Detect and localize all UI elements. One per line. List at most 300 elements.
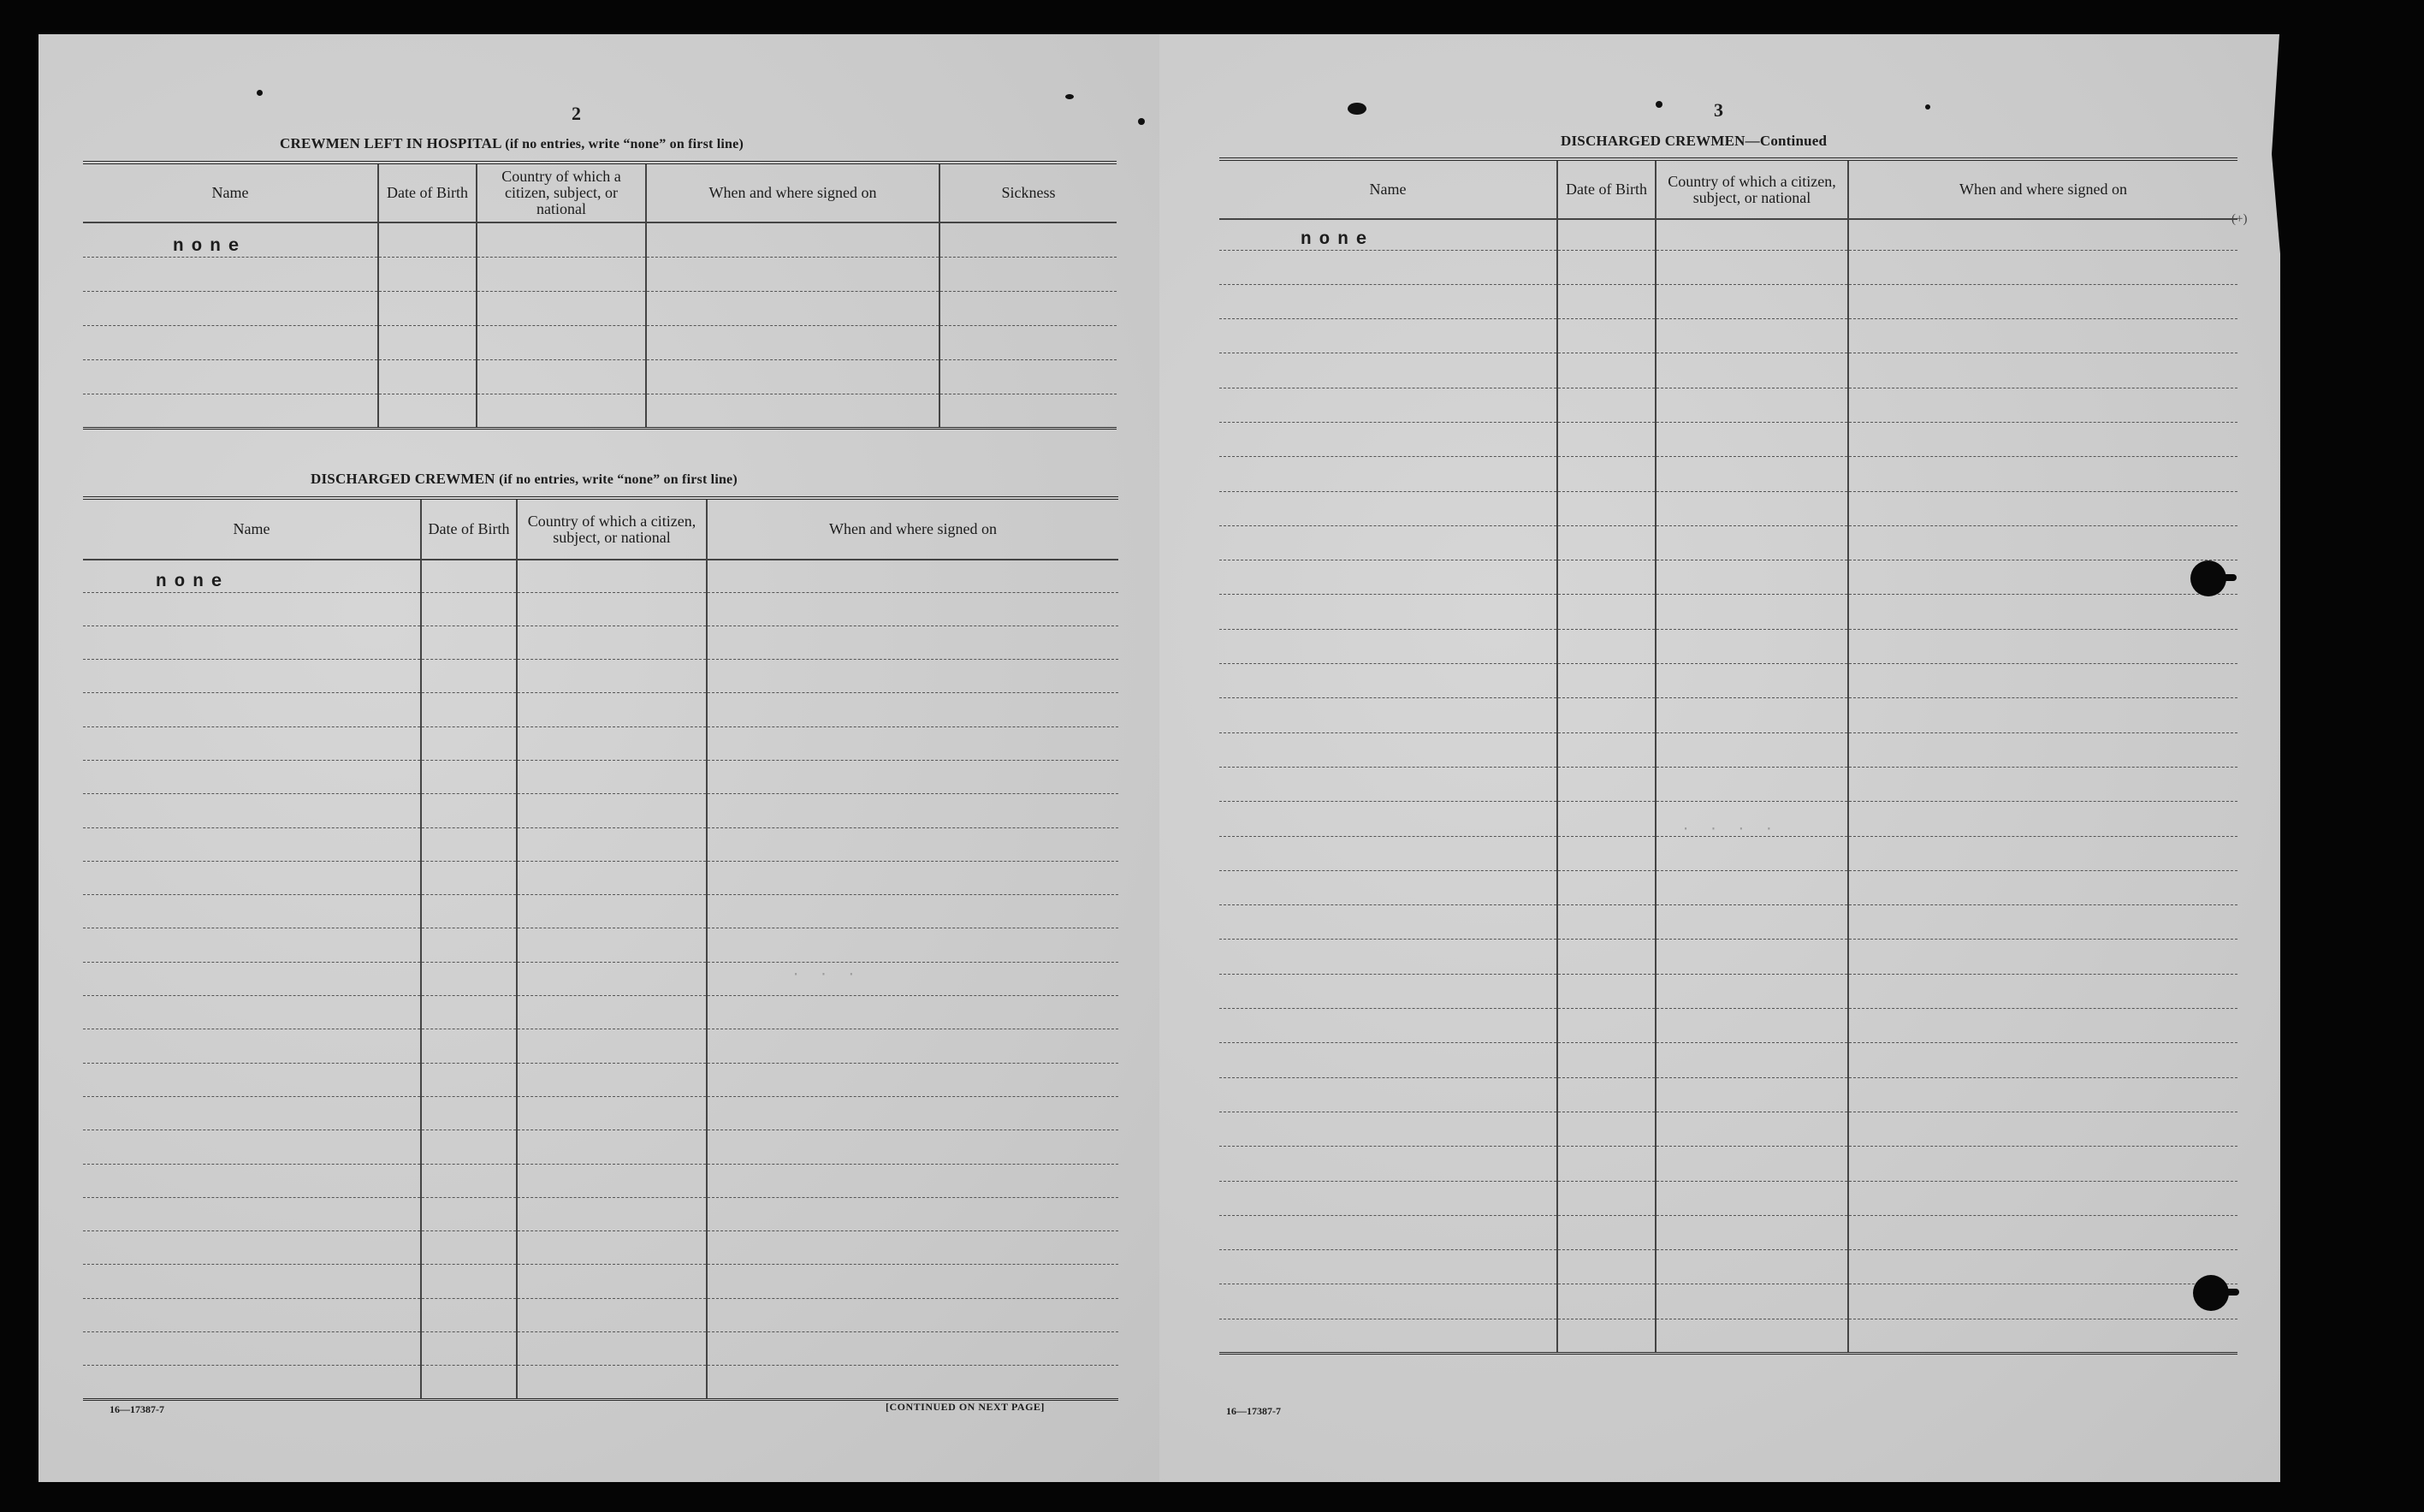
table-cell — [1557, 422, 1656, 456]
column-header-country: Country of which a citizen, subject, or national — [477, 163, 646, 222]
table-cell — [477, 222, 646, 257]
table-cell — [646, 394, 939, 428]
table-cell — [83, 726, 421, 760]
table-cell — [1557, 698, 1656, 732]
table-cell — [1557, 595, 1656, 629]
table-row — [1219, 319, 2237, 353]
table-cell — [1656, 1077, 1848, 1112]
table-cell — [1557, 525, 1656, 560]
table-row — [1219, 525, 2237, 560]
table-cell — [1848, 1077, 2237, 1112]
table-cell — [1219, 1147, 1557, 1181]
table-cell — [477, 359, 646, 394]
table-cell — [939, 394, 1117, 428]
table-cell — [1219, 836, 1557, 870]
table-cell — [477, 325, 646, 359]
table-cell — [1656, 1284, 1848, 1319]
table-header-row — [83, 498, 1118, 560]
table-cell — [1656, 219, 1848, 250]
table-row — [83, 895, 1118, 928]
column-header-country: Country of which a citizen, subject, or national — [1656, 159, 1848, 219]
table-cell — [517, 996, 707, 1029]
ink-speck — [1656, 101, 1662, 108]
table-row — [83, 928, 1118, 962]
table-cell — [1848, 836, 2237, 870]
table-cell — [83, 996, 421, 1029]
table-cell — [1848, 870, 2237, 904]
table-cell — [939, 257, 1117, 291]
table-cell — [1219, 595, 1557, 629]
form-number: 16—17387-7 — [110, 1403, 164, 1415]
table-row — [83, 1366, 1118, 1399]
table-cell — [421, 1332, 517, 1366]
table-row — [83, 359, 1117, 394]
column-header-sickness: Sickness — [939, 163, 1117, 222]
column-header-name: Name — [83, 498, 421, 560]
table-cell — [83, 1197, 421, 1230]
table-cell — [1848, 974, 2237, 1008]
table-cell — [1848, 422, 2237, 456]
table-cell — [1848, 905, 2237, 940]
table-cell — [1557, 732, 1656, 767]
table-cell — [1848, 1112, 2237, 1146]
table-cell — [1656, 250, 1848, 284]
table-cell — [1219, 1009, 1557, 1043]
table-cell — [1219, 1319, 1557, 1353]
table-row — [1219, 940, 2237, 974]
table-cell — [421, 928, 517, 962]
table-cell — [1557, 629, 1656, 663]
table-cell — [378, 325, 477, 359]
table-row — [83, 1265, 1118, 1298]
table-row — [1219, 1181, 2237, 1215]
table-cell — [939, 325, 1117, 359]
table-row — [83, 325, 1117, 359]
table-cell — [707, 1265, 1118, 1298]
table-cell — [83, 827, 421, 861]
table-cell — [707, 928, 1118, 962]
column-header-date-of-birth: Date of Birth — [378, 163, 477, 222]
table-cell — [1219, 1215, 1557, 1249]
column-header-signed-on: When and where signed on — [1848, 159, 2237, 219]
table-cell — [1848, 802, 2237, 836]
table-row — [83, 394, 1117, 428]
table-cell — [646, 257, 939, 291]
table-cell — [421, 1298, 517, 1331]
table-cell — [421, 560, 517, 592]
table-cell — [1219, 457, 1557, 491]
column-header-date-of-birth: Date of Birth — [421, 498, 517, 560]
table-cell — [421, 1130, 517, 1164]
table-cell — [421, 1197, 517, 1230]
table-row — [1219, 1077, 2237, 1112]
table-row — [83, 1164, 1118, 1197]
table-cell — [477, 291, 646, 325]
table-cell — [83, 592, 421, 626]
ink-speck — [1925, 104, 1930, 110]
table-row — [83, 726, 1118, 760]
table-cell — [1848, 1181, 2237, 1215]
table-cell — [1656, 525, 1848, 560]
table-cell — [421, 1265, 517, 1298]
table-row — [83, 257, 1117, 291]
table-cell — [1848, 250, 2237, 284]
table-cell — [1656, 422, 1848, 456]
table-cell — [1557, 1250, 1656, 1284]
table-cell — [1656, 940, 1848, 974]
table-cell — [1848, 1009, 2237, 1043]
table-cell — [707, 1298, 1118, 1331]
table-row — [1219, 974, 2237, 1008]
table-cell — [517, 1366, 707, 1399]
table-cell — [517, 1164, 707, 1197]
table-cell — [83, 257, 378, 291]
table-cell — [421, 760, 517, 793]
table-cell — [1557, 974, 1656, 1008]
table-cell — [1848, 560, 2237, 595]
table-cell — [707, 1231, 1118, 1265]
table-cell — [1656, 1181, 1848, 1215]
bleed-through-text: · · · · — [1681, 821, 1779, 838]
table-row — [1219, 1009, 2237, 1043]
table-cell — [421, 626, 517, 659]
table-cell — [1219, 1112, 1557, 1146]
table-row — [83, 560, 1118, 592]
table-cell — [1848, 284, 2237, 318]
table-cell — [1557, 388, 1656, 422]
table-cell — [707, 996, 1118, 1029]
section-note: (if no entries, write “none” on first line) — [499, 472, 738, 487]
table-cell — [707, 1366, 1118, 1399]
table-cell — [1219, 560, 1557, 595]
table-cell — [1219, 767, 1557, 801]
table-cell — [707, 895, 1118, 928]
table-cell — [83, 794, 421, 827]
table-cell — [1848, 940, 2237, 974]
table-cell — [1219, 319, 1557, 353]
table-cell — [1557, 767, 1656, 801]
discharged-continued-table — [1219, 157, 2237, 1355]
table-cell — [707, 760, 1118, 793]
table-cell — [83, 1029, 421, 1063]
table-cell — [421, 693, 517, 726]
table-cell — [83, 1366, 421, 1399]
table-cell — [1557, 319, 1656, 353]
table-cell — [1219, 974, 1557, 1008]
table-cell — [1219, 732, 1557, 767]
table-cell — [1848, 732, 2237, 767]
table-cell — [517, 726, 707, 760]
column-header-signed-on: When and where signed on — [707, 498, 1118, 560]
table-cell — [421, 1366, 517, 1399]
table-row — [83, 291, 1117, 325]
column-header-name: Name — [83, 163, 378, 222]
table-cell — [1656, 905, 1848, 940]
table-cell — [1848, 1215, 2237, 1249]
table-cell — [421, 726, 517, 760]
table-cell — [1557, 250, 1656, 284]
table-row — [83, 1029, 1118, 1063]
table-cell — [421, 827, 517, 861]
table-cell — [83, 1265, 421, 1298]
table-cell — [939, 291, 1117, 325]
table-cell — [517, 1332, 707, 1366]
table-cell — [1848, 1147, 2237, 1181]
table-cell — [1557, 1112, 1656, 1146]
table-row — [1219, 664, 2237, 698]
table-cell — [1557, 1284, 1656, 1319]
table-row — [1219, 219, 2237, 250]
section-title: DISCHARGED CREWMEN—Continued — [1561, 133, 1828, 149]
table-row — [1219, 1147, 2237, 1181]
table-cell — [1557, 940, 1656, 974]
table-cell — [1656, 1147, 1848, 1181]
table-row — [1219, 836, 2237, 870]
table-cell — [83, 962, 421, 995]
table-cell — [1656, 1112, 1848, 1146]
punch-hole — [2190, 560, 2226, 596]
table-header-row — [83, 163, 1117, 222]
table-cell — [517, 693, 707, 726]
table-cell — [939, 359, 1117, 394]
table-cell — [421, 660, 517, 693]
table-cell — [1557, 1077, 1656, 1112]
table-cell — [707, 726, 1118, 760]
section-note: (if no entries, write “none” on first line) — [505, 137, 744, 151]
table-cell — [1219, 629, 1557, 663]
table-cell — [1656, 457, 1848, 491]
table-cell — [1219, 250, 1557, 284]
table-cell — [707, 1197, 1118, 1230]
table-cell — [646, 325, 939, 359]
table-cell — [1219, 1043, 1557, 1077]
table-cell — [83, 394, 378, 428]
table-cell — [1219, 698, 1557, 732]
table-cell — [1848, 767, 2237, 801]
table-row — [1219, 629, 2237, 663]
table-row — [1219, 353, 2237, 388]
table-cell — [83, 928, 421, 962]
table-row — [1219, 767, 2237, 801]
table-row — [1219, 250, 2237, 284]
table-cell — [707, 1164, 1118, 1197]
table-cell — [1557, 1215, 1656, 1249]
table-cell — [517, 626, 707, 659]
table-row — [83, 794, 1118, 827]
discharged-section-title — [311, 471, 738, 488]
table-cell — [707, 962, 1118, 995]
table-row — [1219, 870, 2237, 904]
table-cell — [1656, 388, 1848, 422]
table-cell — [1656, 664, 1848, 698]
table-cell — [1557, 219, 1656, 250]
table-cell — [1848, 1319, 2237, 1353]
table-cell — [1557, 1043, 1656, 1077]
table-cell — [421, 962, 517, 995]
table-row — [1219, 1215, 2237, 1249]
table-cell — [477, 257, 646, 291]
table-cell — [517, 660, 707, 693]
table-cell — [517, 1197, 707, 1230]
table-cell — [1848, 698, 2237, 732]
table-cell — [1656, 767, 1848, 801]
table-cell — [517, 560, 707, 592]
table-cell — [83, 693, 421, 726]
bleed-through-text: · · · — [791, 967, 862, 983]
table-cell — [1656, 319, 1848, 353]
table-cell — [1219, 525, 1557, 560]
table-cell — [1656, 1215, 1848, 1249]
table-cell — [517, 962, 707, 995]
table-row — [1219, 732, 2237, 767]
table-cell — [707, 626, 1118, 659]
table-cell — [83, 895, 421, 928]
punch-hole — [2193, 1275, 2229, 1311]
table-cell — [1848, 1043, 2237, 1077]
table-cell — [1656, 1009, 1848, 1043]
entry-none: none — [1219, 219, 1557, 250]
table-cell — [517, 1231, 707, 1265]
table-row — [1219, 1284, 2237, 1319]
table-cell — [1557, 905, 1656, 940]
table-cell — [1848, 219, 2237, 250]
table-cell — [1219, 940, 1557, 974]
table-cell — [83, 325, 378, 359]
table-cell — [83, 359, 378, 394]
table-cell — [1557, 353, 1656, 388]
table-cell — [83, 1231, 421, 1265]
hospital-section-title — [280, 135, 744, 152]
table-cell — [1557, 491, 1656, 525]
table-cell — [421, 895, 517, 928]
table-cell — [1219, 422, 1557, 456]
entry-none: none — [83, 222, 378, 257]
table-cell — [1219, 1284, 1557, 1319]
table-cell — [1557, 1009, 1656, 1043]
table-cell — [1656, 698, 1848, 732]
margin-mark: (+) — [2231, 212, 2248, 226]
table-cell — [517, 928, 707, 962]
table-cell — [1848, 491, 2237, 525]
discharged-table — [83, 496, 1118, 1401]
table-cell — [1557, 457, 1656, 491]
table-cell — [1557, 802, 1656, 836]
table-cell — [378, 394, 477, 428]
table-cell — [707, 1029, 1118, 1063]
table-cell — [707, 592, 1118, 626]
table-cell — [1219, 284, 1557, 318]
table-row — [83, 592, 1118, 626]
table-cell — [646, 291, 939, 325]
table-cell — [1848, 319, 2237, 353]
table-cell — [1219, 664, 1557, 698]
entry-none: none — [83, 560, 421, 592]
table-cell — [1656, 629, 1848, 663]
table-cell — [707, 794, 1118, 827]
table-cell — [1656, 1043, 1848, 1077]
table-cell — [421, 996, 517, 1029]
table-row — [1219, 1250, 2237, 1284]
table-cell — [1557, 1181, 1656, 1215]
table-cell — [517, 592, 707, 626]
table-cell — [421, 1231, 517, 1265]
table-row — [83, 1130, 1118, 1164]
table-cell — [83, 861, 421, 894]
table-row — [1219, 284, 2237, 318]
discharged-table-body — [83, 560, 1118, 1399]
table-cell — [1219, 1077, 1557, 1112]
table-cell — [83, 660, 421, 693]
table-cell — [707, 1130, 1118, 1164]
table-row — [1219, 905, 2237, 940]
table-cell — [1219, 1250, 1557, 1284]
table-row — [1219, 560, 2237, 595]
table-row — [83, 1197, 1118, 1230]
column-header-signed-on: When and where signed on — [646, 163, 939, 222]
table-cell — [1557, 284, 1656, 318]
table-cell — [1656, 560, 1848, 595]
column-header-name: Name — [1219, 159, 1557, 219]
table-row — [1219, 1319, 2237, 1353]
table-cell — [1219, 802, 1557, 836]
continued-note: [CONTINUED ON NEXT PAGE] — [886, 1401, 1045, 1413]
table-row — [1219, 1043, 2237, 1077]
table-cell — [939, 222, 1117, 257]
table-cell — [1219, 388, 1557, 422]
table-row — [1219, 698, 2237, 732]
table-cell — [421, 1164, 517, 1197]
left-page — [39, 34, 1159, 1482]
table-row — [83, 660, 1118, 693]
table-cell — [83, 1130, 421, 1164]
table-cell — [707, 1332, 1118, 1366]
table-cell — [1848, 664, 2237, 698]
table-row — [1219, 491, 2237, 525]
table-cell — [1656, 836, 1848, 870]
table-cell — [1656, 974, 1848, 1008]
page-number: 3 — [1714, 99, 1723, 121]
page-number: 2 — [572, 103, 581, 124]
table-cell — [646, 222, 939, 257]
table-header-row — [1219, 159, 2237, 219]
table-cell — [517, 895, 707, 928]
table-cell — [1557, 1319, 1656, 1353]
table-cell — [83, 1164, 421, 1197]
table-cell — [1557, 664, 1656, 698]
table-cell — [707, 861, 1118, 894]
table-row — [83, 1063, 1118, 1096]
table-cell — [1848, 388, 2237, 422]
table-cell — [1557, 1147, 1656, 1181]
table-cell — [378, 291, 477, 325]
table-row — [83, 693, 1118, 726]
table-cell — [707, 1063, 1118, 1096]
table-cell — [1656, 353, 1848, 388]
section-title-text: CREWMEN LEFT IN HOSPITAL — [280, 135, 501, 151]
table-cell — [1848, 457, 2237, 491]
table-cell — [1656, 284, 1848, 318]
right-page — [1159, 34, 2280, 1482]
table-row — [1219, 1112, 2237, 1146]
table-row — [83, 996, 1118, 1029]
table-cell — [1848, 629, 2237, 663]
table-cell — [1656, 1250, 1848, 1284]
table-cell — [421, 1029, 517, 1063]
table-cell — [421, 794, 517, 827]
table-row — [83, 760, 1118, 793]
table-cell — [477, 394, 646, 428]
table-cell — [378, 222, 477, 257]
